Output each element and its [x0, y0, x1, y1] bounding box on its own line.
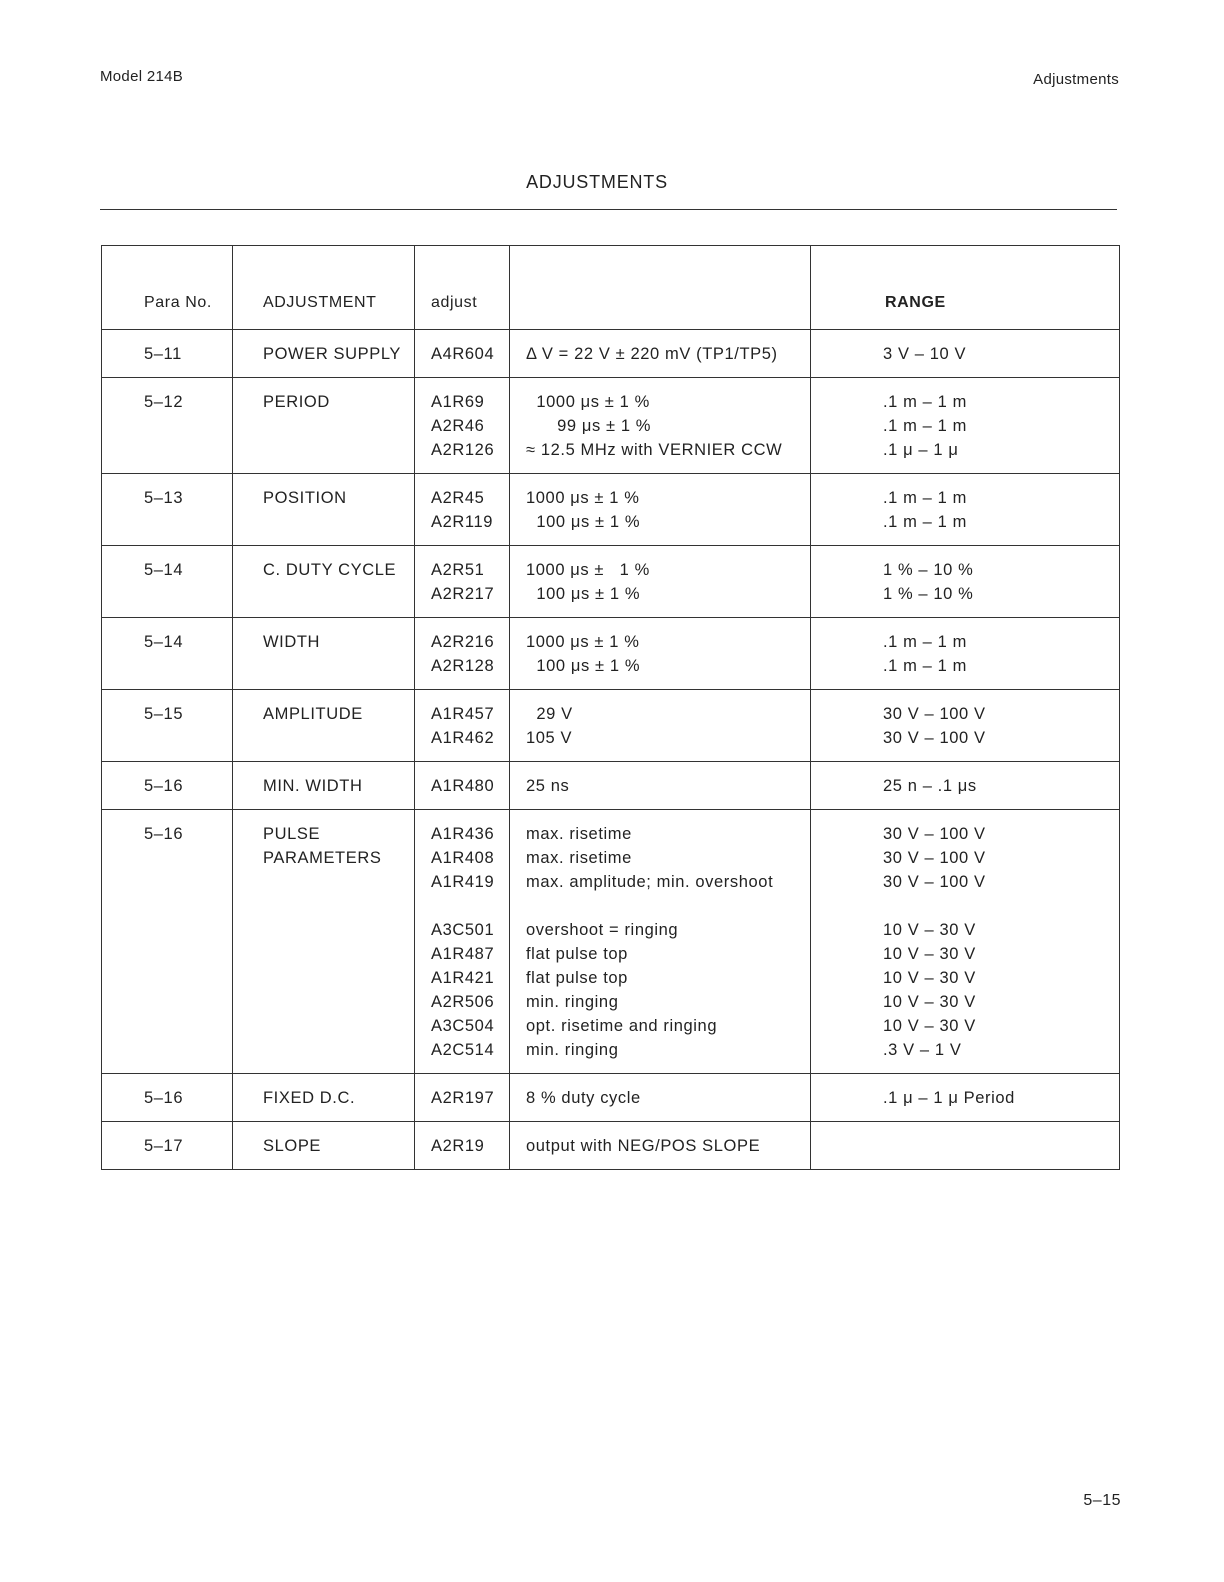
- range-cell: [811, 546, 1120, 618]
- adjustment-cell: [233, 474, 415, 546]
- setting-value: 100 μs ± 1 %: [526, 513, 641, 531]
- range-value: .1 m – 1 m: [883, 513, 967, 531]
- range-value: 25 n – .1 μs: [883, 777, 977, 795]
- setting-value: opt. risetime and ringing: [526, 1017, 718, 1035]
- adjustment-cell: [233, 762, 415, 810]
- setting-cell: [510, 1122, 811, 1170]
- part-reference: A2R217: [431, 585, 495, 603]
- setting-cell: [510, 474, 811, 546]
- range-value: 10 V – 30 V: [883, 921, 976, 939]
- setting-value: overshoot = ringing: [526, 921, 679, 939]
- setting-value: max. risetime: [526, 849, 632, 867]
- adjustment-cell: [233, 618, 415, 690]
- adjustment-label: FIXED D.C.: [263, 1089, 356, 1107]
- setting-cell: [510, 690, 811, 762]
- col-header-adjustment: ADJUSTMENT: [233, 246, 415, 330]
- header-model: Model 214B: [100, 68, 184, 85]
- part-cell: [415, 810, 510, 1074]
- part-reference: A4R604: [431, 345, 495, 363]
- part-reference: A2R126: [431, 441, 495, 459]
- part-reference: A2R119: [431, 513, 494, 531]
- setting-value: Δ V = 22 V ± 220 mV (TP1/TP5): [526, 345, 778, 363]
- setting-value: output with NEG/POS SLOPE: [526, 1137, 761, 1155]
- range-value: .1 m – 1 m: [883, 417, 967, 435]
- table-header-row: [102, 246, 1120, 330]
- adjustments-table: [101, 245, 1120, 1170]
- range-value: 1 % – 10 %: [883, 585, 974, 603]
- range-value: 10 V – 30 V: [883, 993, 976, 1011]
- adjustment-cell: [233, 810, 415, 1074]
- adjustment-cell: [233, 1122, 415, 1170]
- range-value: 30 V – 100 V: [883, 873, 986, 891]
- adjustment-cell: [233, 1074, 415, 1122]
- setting-value: min. ringing: [526, 1041, 619, 1059]
- setting-cell: [510, 330, 811, 378]
- setting-value: 99 μs ± 1 %: [526, 417, 652, 435]
- part-reference: A2R128: [431, 657, 495, 675]
- range-value: .1 m – 1 m: [883, 633, 967, 651]
- para-number-cell: 5–17: [102, 1122, 233, 1170]
- range-cell: [811, 378, 1120, 474]
- table-row: [102, 690, 1120, 762]
- adjustment-label: WIDTH: [263, 633, 321, 651]
- range-cell: [811, 690, 1120, 762]
- setting-cell: [510, 762, 811, 810]
- page-number: 5–15: [1083, 1492, 1121, 1509]
- setting-value: 1000 μs ± 1 %: [526, 393, 650, 411]
- para-number-cell: 5–14: [102, 618, 233, 690]
- part-cell: [415, 1074, 510, 1122]
- adjustment-cell: [233, 546, 415, 618]
- adjustment-label: AMPLITUDE: [263, 705, 363, 723]
- title-rule: [100, 209, 1117, 210]
- para-number-cell: 5–12: [102, 378, 233, 474]
- setting-value: 25 ns: [526, 777, 570, 795]
- setting-value: min. ringing: [526, 993, 619, 1011]
- range-value: 10 V – 30 V: [883, 1017, 976, 1035]
- part-cell: [415, 618, 510, 690]
- part-reference: [431, 894, 509, 918]
- range-cell: [811, 762, 1120, 810]
- range-cell: [811, 618, 1120, 690]
- setting-value: 105 V: [526, 729, 573, 747]
- adjustment-cell: [233, 690, 415, 762]
- setting-value: max. risetime: [526, 825, 632, 843]
- para-number-cell: 5–16: [102, 810, 233, 1074]
- range-value: 10 V – 30 V: [883, 945, 976, 963]
- adjustment-cell: [233, 330, 415, 378]
- setting-value: 1000 μs ± 1 %: [526, 489, 640, 507]
- table-row: [102, 330, 1120, 378]
- setting-value: [526, 894, 810, 918]
- col-header-range: RANGE: [811, 246, 1120, 330]
- page-title: ADJUSTMENTS: [526, 172, 668, 192]
- part-reference: A2C514: [431, 1041, 495, 1059]
- col-header-value: [510, 246, 811, 330]
- setting-value: 29 V: [526, 705, 573, 723]
- range-cell: [811, 1074, 1120, 1122]
- part-reference: A2R51: [431, 561, 485, 579]
- table-row: [102, 762, 1120, 810]
- setting-value: flat pulse top: [526, 969, 628, 987]
- range-value: .3 V – 1 V: [883, 1041, 962, 1059]
- para-number-cell: 5–16: [102, 1074, 233, 1122]
- table-row: [102, 378, 1120, 474]
- header-section: Adjustments: [1033, 71, 1119, 88]
- setting-value: 8 % duty cycle: [526, 1089, 641, 1107]
- part-reference: A2R197: [431, 1089, 495, 1107]
- setting-cell: [510, 1074, 811, 1122]
- part-reference: A2R19: [431, 1137, 485, 1155]
- part-reference: A1R419: [431, 873, 495, 891]
- table-row: [102, 618, 1120, 690]
- range-value: .1 μ – 1 μ Period: [883, 1089, 1015, 1107]
- range-value: .1 m – 1 m: [883, 657, 967, 675]
- setting-value: 100 μs ± 1 %: [526, 585, 641, 603]
- adjustment-label: PERIOD: [263, 393, 330, 411]
- adjustment-label: POWER SUPPLY: [263, 345, 402, 363]
- part-cell: [415, 474, 510, 546]
- setting-value: flat pulse top: [526, 945, 628, 963]
- adjustment-label: POSITION: [263, 489, 347, 507]
- adjustment-label: SLOPE: [263, 1137, 322, 1155]
- table-row: [102, 474, 1120, 546]
- part-reference: A2R46: [431, 417, 485, 435]
- range-value: 1 % – 10 %: [883, 561, 974, 579]
- part-reference: A1R436: [431, 825, 495, 843]
- setting-cell: [510, 810, 811, 1074]
- part-cell: [415, 546, 510, 618]
- part-reference: A1R421: [431, 969, 495, 987]
- part-reference: A3C504: [431, 1017, 495, 1035]
- range-value: .1 m – 1 m: [883, 489, 967, 507]
- adjustment-label: C. DUTY CYCLE: [263, 561, 397, 579]
- range-cell: [811, 330, 1120, 378]
- part-cell: [415, 690, 510, 762]
- adjustment-label: PULSE: [263, 825, 321, 843]
- part-cell: [415, 762, 510, 810]
- para-number-cell: 5–11: [102, 330, 233, 378]
- adjustment-label: PARAMETERS: [263, 849, 382, 867]
- part-reference: A1R408: [431, 849, 495, 867]
- part-cell: [415, 330, 510, 378]
- table-row: [102, 1074, 1120, 1122]
- part-reference: A1R462: [431, 729, 495, 747]
- part-reference: A1R480: [431, 777, 495, 795]
- range-cell: [811, 474, 1120, 546]
- part-cell: [415, 1122, 510, 1170]
- col-header-para: Para No.: [102, 246, 233, 330]
- range-value: 30 V – 100 V: [883, 705, 986, 723]
- table-row: [102, 810, 1120, 1074]
- para-number-cell: 5–14: [102, 546, 233, 618]
- range-value: 30 V – 100 V: [883, 849, 986, 867]
- setting-value: 1000 μs ± 1 %: [526, 561, 650, 579]
- col-header-adjust: adjust: [415, 246, 510, 330]
- setting-value: ≈ 12.5 MHz with VERNIER CCW: [526, 441, 783, 459]
- part-reference: A1R457: [431, 705, 495, 723]
- range-value: 10 V – 30 V: [883, 969, 976, 987]
- part-cell: [415, 378, 510, 474]
- range-cell: [811, 810, 1120, 1074]
- table-body: [102, 330, 1120, 1170]
- range-cell: [811, 1122, 1120, 1170]
- setting-cell: [510, 378, 811, 474]
- para-number-cell: 5–13: [102, 474, 233, 546]
- table-row: [102, 546, 1120, 618]
- setting-cell: [510, 546, 811, 618]
- range-value: .1 μ – 1 μ: [883, 441, 959, 459]
- para-number-cell: 5–15: [102, 690, 233, 762]
- part-reference: A2R506: [431, 993, 495, 1011]
- range-value: 3 V – 10 V: [883, 345, 967, 363]
- part-reference: A3C501: [431, 921, 495, 939]
- table-row: [102, 1122, 1120, 1170]
- range-value: [883, 894, 1119, 918]
- part-reference: A2R216: [431, 633, 495, 651]
- adjustment-cell: [233, 378, 415, 474]
- setting-value: max. amplitude; min. overshoot: [526, 873, 774, 891]
- part-reference: A2R45: [431, 489, 485, 507]
- part-reference: A1R487: [431, 945, 495, 963]
- range-value: 30 V – 100 V: [883, 729, 986, 747]
- part-reference: A1R69: [431, 393, 485, 411]
- para-number-cell: 5–16: [102, 762, 233, 810]
- setting-value: 1000 μs ± 1 %: [526, 633, 640, 651]
- adjustment-label: MIN. WIDTH: [263, 777, 363, 795]
- range-value: 30 V – 100 V: [883, 825, 986, 843]
- setting-cell: [510, 618, 811, 690]
- range-value: .1 m – 1 m: [883, 393, 967, 411]
- setting-value: 100 μs ± 1 %: [526, 657, 641, 675]
